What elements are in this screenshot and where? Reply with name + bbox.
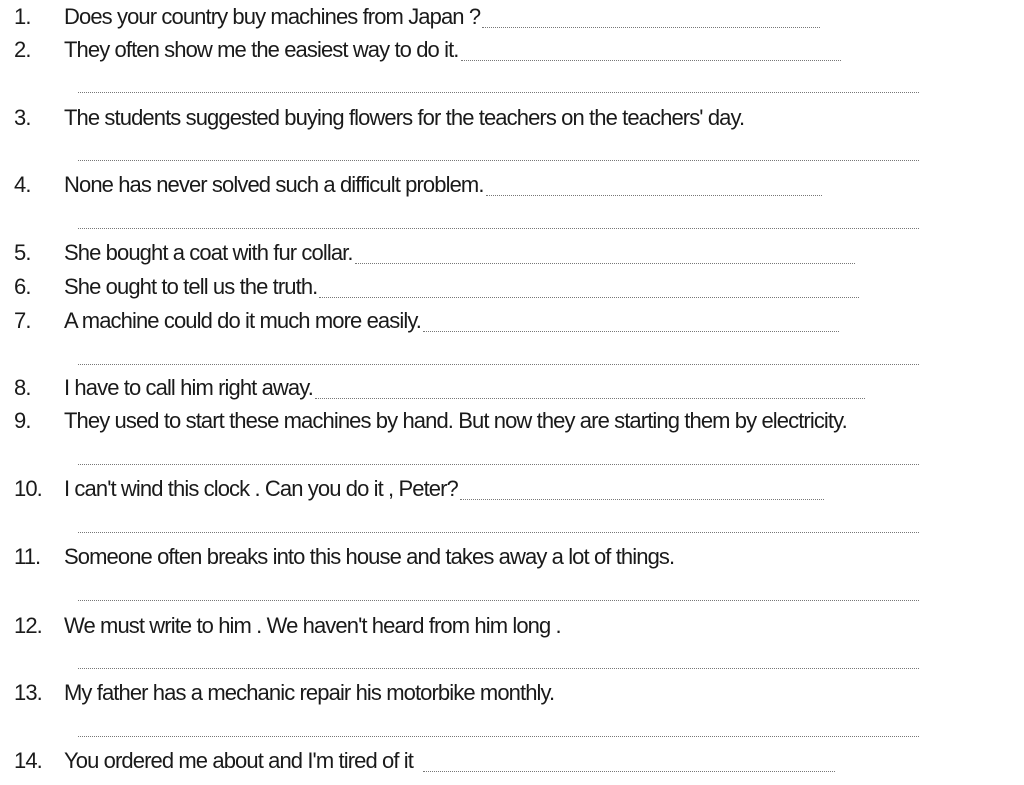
answer-blank[interactable] xyxy=(486,195,822,196)
answer-blank[interactable] xyxy=(461,60,841,61)
exercise-item-13 xyxy=(14,680,554,710)
item-number: 3. xyxy=(14,105,31,130)
exercise-item-1 xyxy=(14,4,820,34)
item-sentence: I have to call him right away. xyxy=(64,375,313,400)
exercise-item-4 xyxy=(14,172,822,202)
item-sentence: My father has a mechanic repair his motorbike monthly. xyxy=(64,680,555,705)
item-number: 1. xyxy=(14,4,31,29)
item-number: 4. xyxy=(14,172,31,197)
exercise-item-10 xyxy=(14,476,824,506)
answer-blank[interactable] xyxy=(78,736,919,737)
answer-blank[interactable] xyxy=(78,464,919,465)
item-sentence: You ordered me about and I'm tired of it xyxy=(64,748,413,773)
item-number: 10. xyxy=(14,476,42,501)
item-number: 8. xyxy=(14,375,31,400)
answer-blank[interactable] xyxy=(78,92,919,93)
exercise-item-12 xyxy=(14,613,561,643)
item-number: 2. xyxy=(14,37,31,62)
exercise-item-14 xyxy=(14,748,835,778)
answer-blank[interactable] xyxy=(78,532,919,533)
answer-blank[interactable] xyxy=(355,263,855,264)
answer-blank[interactable] xyxy=(482,27,820,28)
answer-blank[interactable] xyxy=(78,364,919,365)
exercise-item-5 xyxy=(14,240,855,270)
item-sentence: Does your country buy machines from Japan ? xyxy=(64,4,481,29)
answer-blank[interactable] xyxy=(423,771,835,772)
answer-blank[interactable] xyxy=(460,499,824,500)
answer-blank[interactable] xyxy=(315,398,865,399)
item-sentence: The students suggested buying flowers for the teachers on the teachers' day. xyxy=(64,105,745,130)
item-sentence: None has never solved such a difficult problem. xyxy=(64,172,484,197)
item-sentence: They often show me the easiest way to do it. xyxy=(64,37,459,62)
exercise-item-8 xyxy=(14,375,865,405)
answer-blank[interactable] xyxy=(319,297,859,298)
item-sentence: Someone often breaks into this house and takes away a lot of things. xyxy=(64,544,675,569)
exercise-item-7 xyxy=(14,308,839,338)
exercise-item-9 xyxy=(14,408,847,438)
item-number: 9. xyxy=(14,408,31,433)
item-sentence: They used to start these machines by hand. But now they are starting them by electricity. xyxy=(64,408,847,433)
exercise-item-11 xyxy=(14,544,674,574)
item-number: 7. xyxy=(14,308,31,333)
item-sentence: I can't wind this clock . Can you do it , Peter? xyxy=(64,476,458,501)
answer-blank[interactable] xyxy=(78,160,919,161)
answer-blank[interactable] xyxy=(78,228,919,229)
item-sentence: She bought a coat with fur collar. xyxy=(64,240,353,265)
item-number: 6. xyxy=(14,274,31,299)
item-number: 11. xyxy=(14,544,41,569)
item-number: 13. xyxy=(14,680,42,705)
answer-blank[interactable] xyxy=(78,600,919,601)
item-sentence: She ought to tell us the truth. xyxy=(64,274,318,299)
exercise-item-6 xyxy=(14,274,859,304)
answer-blank[interactable] xyxy=(78,668,919,669)
answer-blank[interactable] xyxy=(423,331,839,332)
item-number: 5. xyxy=(14,240,31,265)
item-sentence: A machine could do it much more easily. xyxy=(64,308,422,333)
exercise-item-3 xyxy=(14,105,744,135)
item-number: 14. xyxy=(14,748,42,773)
item-number: 12. xyxy=(14,613,42,638)
item-sentence: We must write to him . We haven't heard from him long . xyxy=(64,613,561,638)
exercise-item-2 xyxy=(14,37,841,67)
